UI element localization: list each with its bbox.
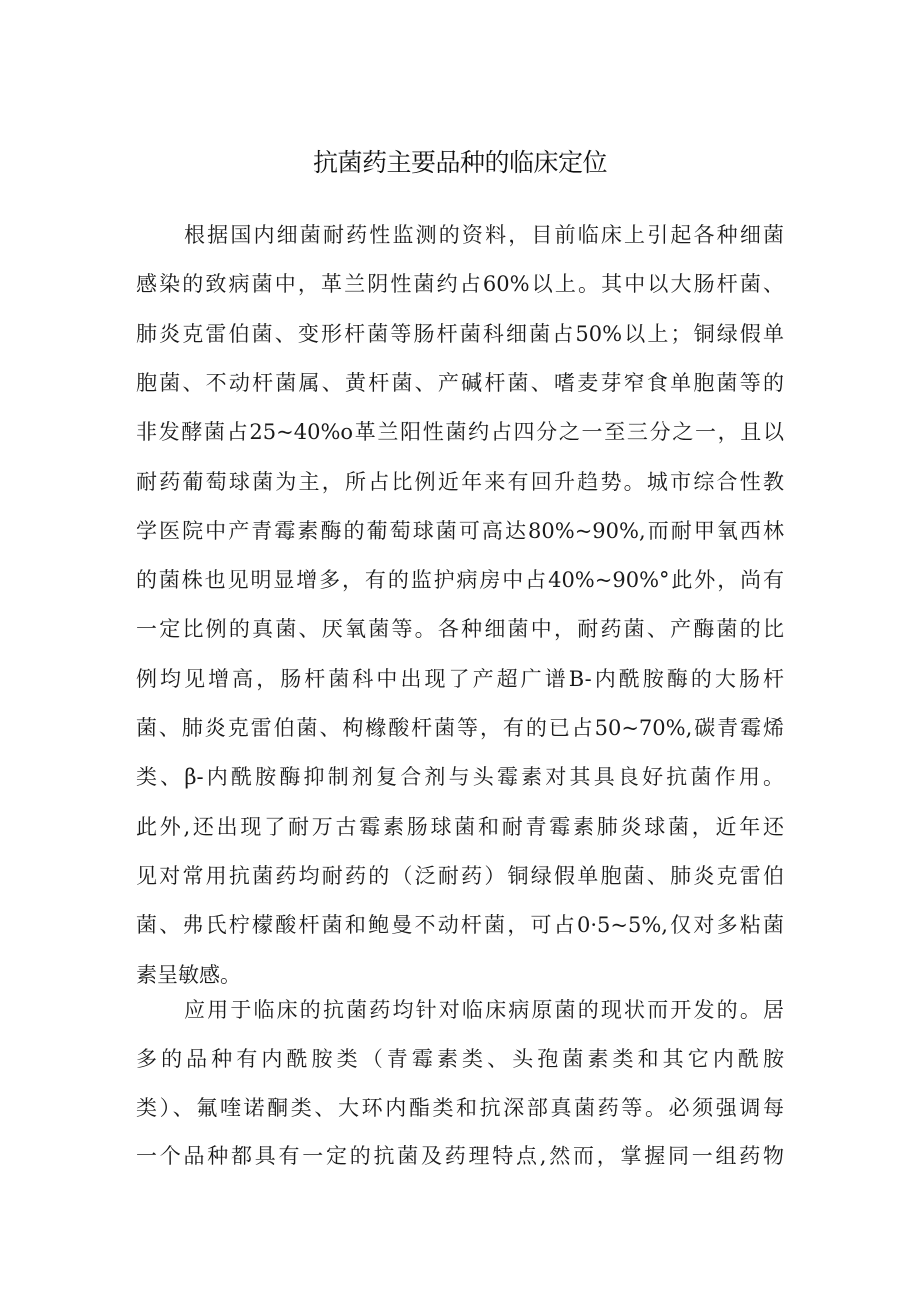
- text-line: 一定比例的真菌、厌氧菌等。各种细菌中，耐药菌、产酶菌的比: [136, 617, 784, 641]
- document-title: 抗菌药主要品种的临床定位: [312, 148, 607, 177]
- text-line: 肺炎克雷伯菌、变形杆菌等肠杆菌科细菌占50%以上；铜绿假单: [136, 322, 784, 346]
- text-line: 一个品种都具有一定的抗菌及药理特点,然而，掌握同一组药物: [136, 1144, 784, 1168]
- text-line: 耐药葡萄球菌为主，所占比例近年来有回升趋势。城市综合性教: [136, 470, 784, 494]
- text-line: 多的品种有内酰胺类（青霉素类、头孢菌素类和其它内酰胺: [136, 1047, 784, 1071]
- text-line: 类、β-内酰胺酶抑制剂复合剂与头霉素对其具良好抗菌作用。: [136, 765, 784, 789]
- text-line: 应用于临床的抗菌药均针对临床病原菌的现状而开发的。居: [184, 998, 784, 1022]
- text-line: 此外,还出现了耐万古霉素肠球菌和耐青霉素肺炎球菌，近年还: [136, 815, 784, 839]
- text-line: 根据国内细菌耐药性监测的资料，目前临床上引起各种细菌: [184, 223, 784, 247]
- text-line: 菌、肺炎克雷伯菌、枸橼酸杆菌等，有的已占50~70%,碳青霉烯: [136, 716, 784, 740]
- text-line: 例均见增高，肠杆菌科中出现了产超广谱B-内酰胺酶的大肠杆: [136, 667, 784, 691]
- text-line: 感染的致病菌中，革兰阴性菌约占60%以上。其中以大肠杆菌、: [136, 272, 784, 296]
- text-line: 菌、弗氏柠檬酸杆菌和鲍曼不动杆菌，可占0·5~5%,仅对多粘菌: [136, 913, 784, 937]
- text-line: 素呈敏感。: [136, 963, 241, 987]
- text-line: 的菌株也见明显增多，有的监护病房中占40%~90%°此外，尚有: [136, 568, 784, 592]
- text-line: 胞菌、不动杆菌属、黄杆菌、产碱杆菌、嗜麦芽窄食单胞菌等的: [136, 371, 784, 395]
- text-line: 见对常用抗菌药均耐药的（泛耐药）铜绿假单胞菌、肺炎克雷伯: [136, 864, 784, 888]
- text-line: 类）、氟喹诺酮类、大环内酯类和抗深部真菌药等。必须强调每: [136, 1096, 784, 1120]
- text-line: 学医院中产青霉素酶的葡萄球菌可高达80%~90%,而耐甲氧西林: [136, 519, 784, 543]
- text-line: 非发酵菌占25~40%o革兰阳性菌约占四分之一至三分之一，且以: [136, 420, 784, 444]
